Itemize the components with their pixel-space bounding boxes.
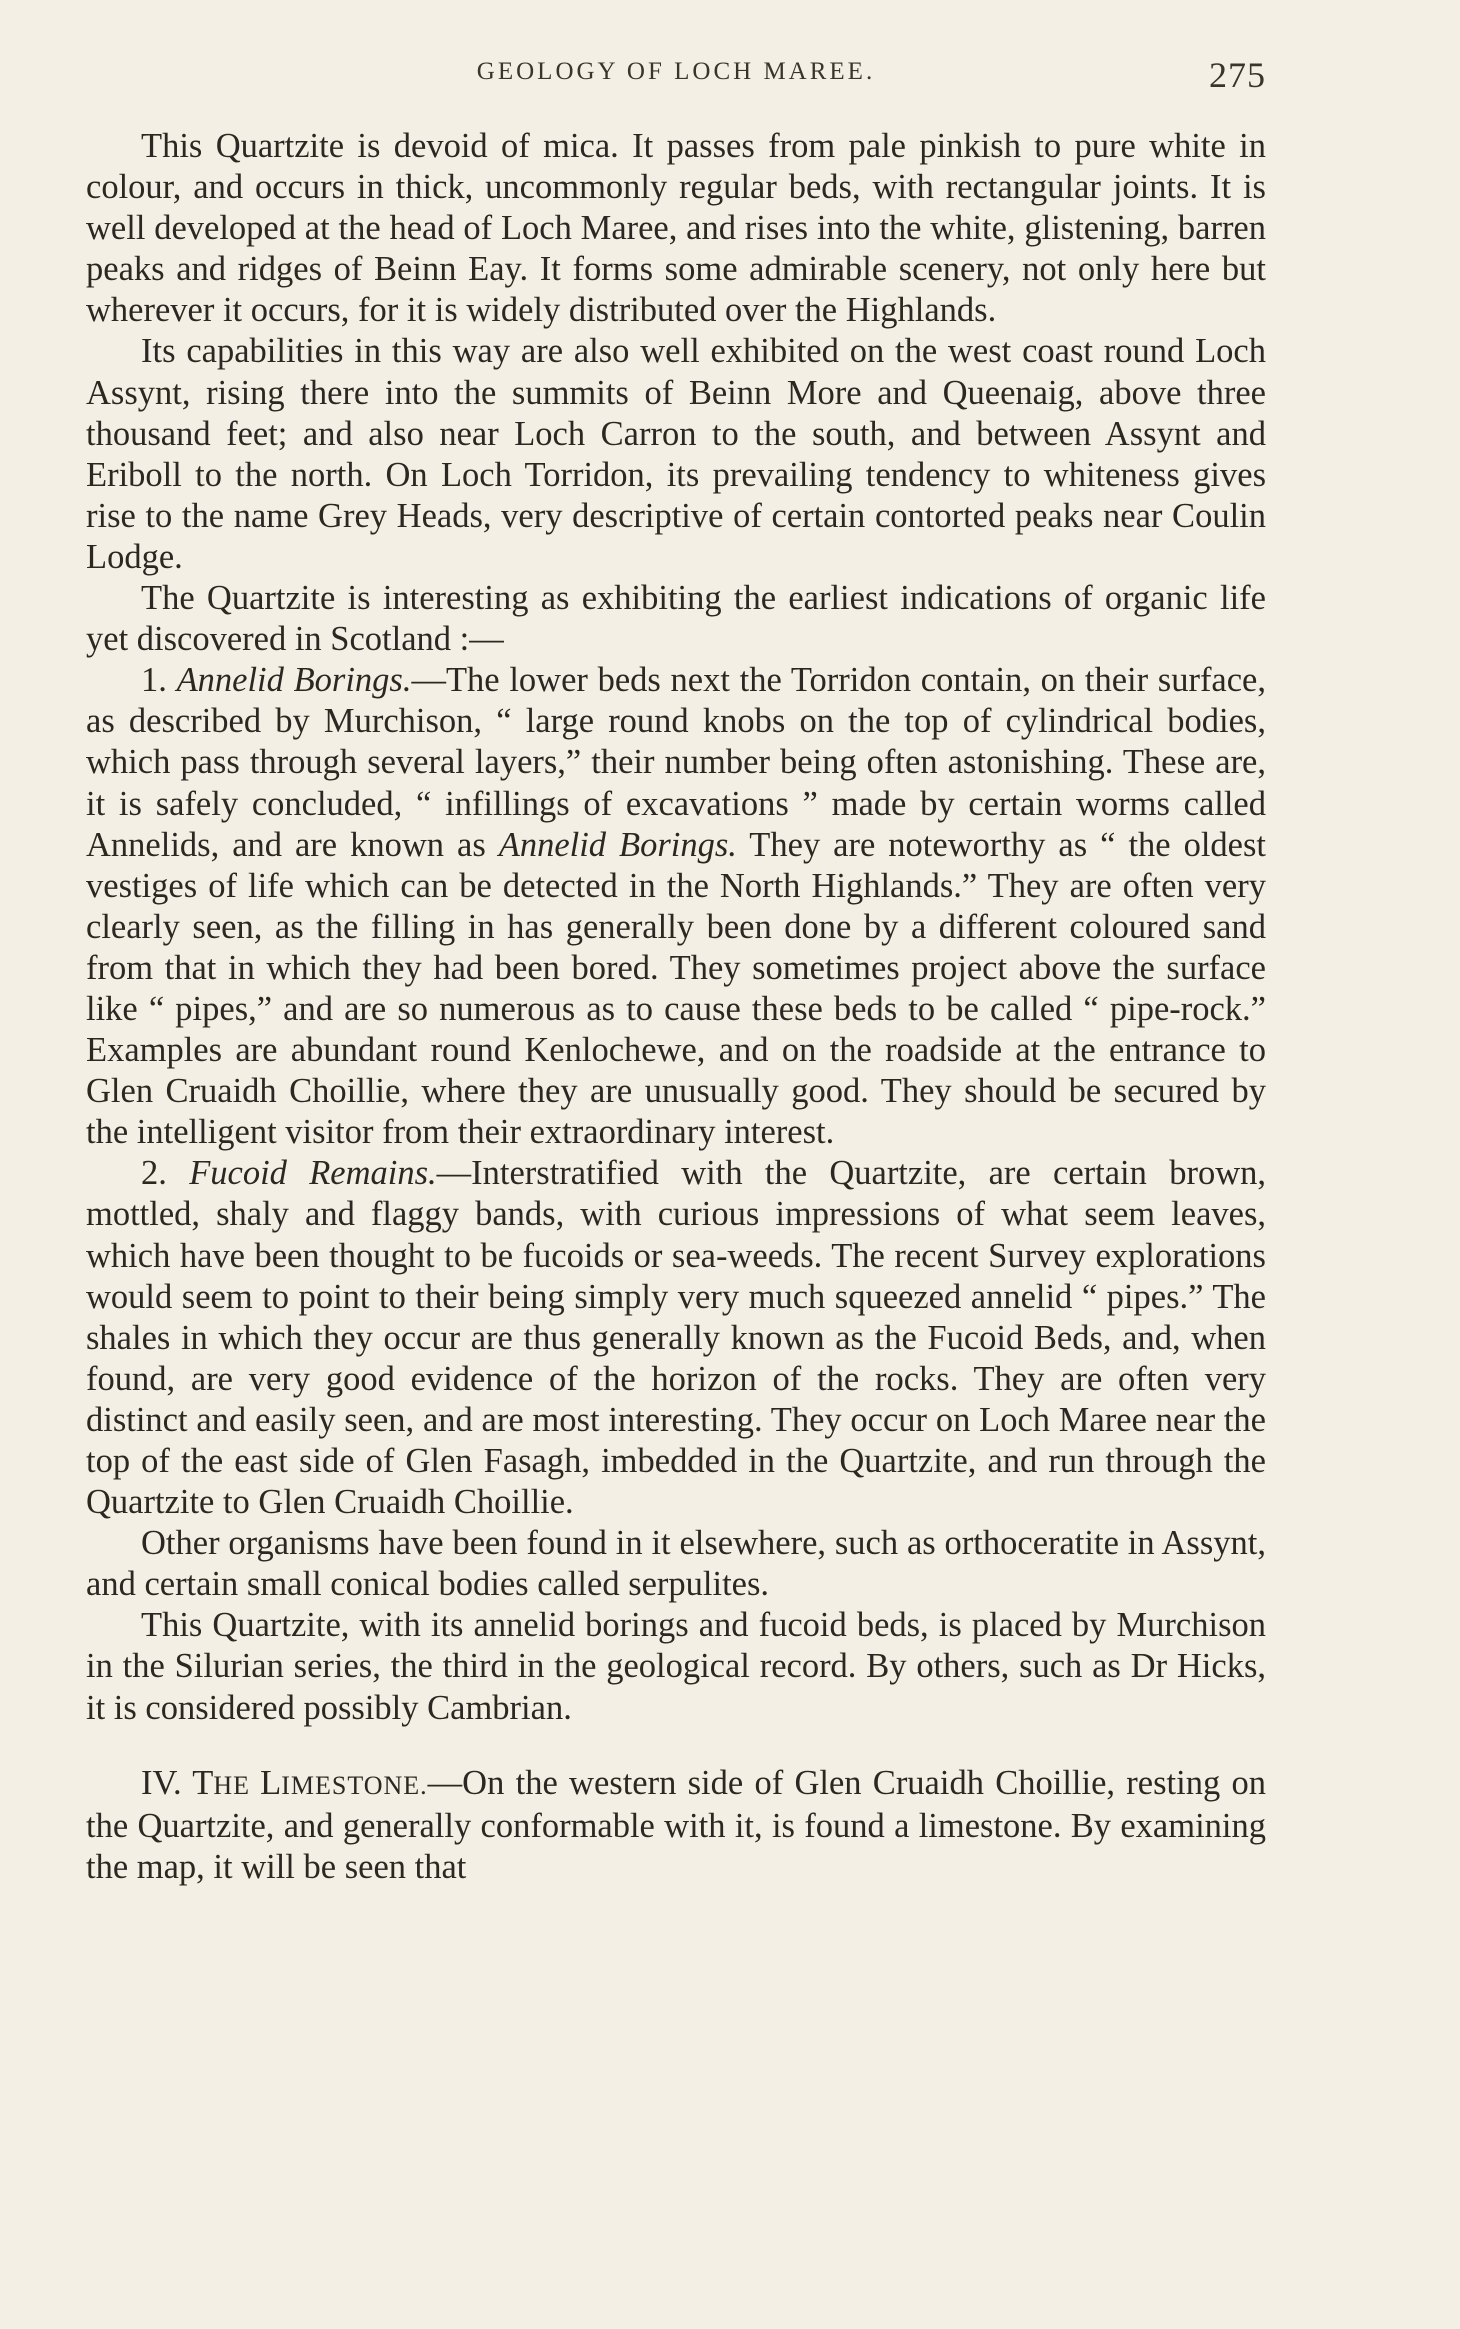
section-numeral: IV.	[141, 1763, 193, 1802]
annelid-text-part-2: They are noteworthy as “ the oldest vestiges of life which can be detected in the North Highlands.” They are often very clearly seen, as the filling in has generally been done by a different coloured sand from that in which they had been bored. They sometimes project above the surface like “ pipes,” and are so numerous as to cause these beds to be called “ pipe-rock.” Examples are abundant round Kenlochewe, and on the roadside at the entrance to Glen Cruaidh Choillie, where they are unusually good. They should be secured by the intelligent visitor from their extraordinary interest.	[86, 825, 1267, 1152]
list-number: 1.	[141, 661, 177, 700]
paragraph-quartzite-classification: This Quartzite, with its annelid borings and fucoid beds, is placed by Murchison in the Silurian series, the third in the geological record. By others, such as Dr Hicks, it is considered possibly Cambrian.	[86, 1606, 1266, 1727]
paragraph-quartzite-capabilities: Its capabilities in this way are also well exhibited on the west coast round Loch Assynt, rising there into the summits of Beinn More and Queenaig, above three thousand feet; and also near Loch Carron to the south, and between Assynt and Eriboll to the north. On Loch Torridon, its prevailing tendency to whiteness gives rise to the name Grey Heads, very descriptive of certain contorted peaks near Coulin Lodge.	[86, 332, 1266, 576]
paragraph-organic-life-intro: The Quartzite is interesting as exhibiting the earliest indications of organic life yet discovered in Scotland :—	[86, 579, 1266, 659]
section-heading-imestone: IMESTONE.	[281, 1770, 428, 1800]
limestone-text: —On the western side of Glen Cruaidh Choillie, resting on the Quartzite, and generally conformable with it, is found a limestone. By examining the map, it will be seen that	[86, 1763, 1266, 1886]
subheading-fucoid-remains: Fucoid Remains.	[189, 1154, 437, 1193]
paragraph-fucoid-remains	[86, 1153, 1266, 1523]
section-heading-initial-l: L	[260, 1763, 282, 1802]
paragraph-other-organisms: Other organisms have been found in it elsewhere, such as orthoceratite in Assynt, and certain small conical bodies called serpulites.	[86, 1524, 1266, 1604]
section-heading-initial-t: T	[192, 1763, 214, 1802]
paragraph-annelid-borings	[86, 660, 1266, 1153]
annelid-text-part-1: —The lower beds next the Torridon contain, on their surface, as described by Murchison, “ large round knobs on the top of cylindrical bodies, which pass through several layers,” their number being often astonishing. These are, it is safely concluded, “ infillings of excavations ” made by certain worms called Annelids, and are known as	[86, 661, 1266, 864]
body-text	[86, 126, 1266, 1888]
fucoid-text: —Interstratified with the Quartzite, are certain brown, mottled, shaly and flaggy bands, with curious impressions of what seem leaves, which have been thought to be fucoids or sea-weeds. The recent Survey explorations would seem to point to their being simply very much squeezed annelid “ pipes.” The shales in which they occur are thus generally known as the Fucoid Beds, and, when found, are very good evidence of the horizon of the rocks. They are often very distinct and easily seen, and are most interesting. They occur on Loch Maree near the top of the east side of Glen Fasagh, imbedded in the Quartzite, and run through the Quartzite to Glen Cruaidh Choillie.	[86, 1154, 1266, 1522]
italic-term-annelid-borings: Annelid Borings.	[498, 825, 737, 864]
running-head: GEOLOGY OF LOCH MAREE.	[476, 58, 876, 85]
subheading-annelid-borings: Annelid Borings.	[176, 661, 412, 700]
page-header	[86, 55, 1266, 108]
page-number: 275	[1209, 55, 1266, 95]
section-heading-he: HE	[213, 1770, 261, 1800]
paragraph-limestone-section	[86, 1763, 1266, 1888]
list-number: 2.	[141, 1154, 190, 1193]
paragraph-quartzite-description: This Quartzite is devoid of mica. It passes from pale pinkish to pure white in colour, and occurs in thick, uncommonly regular beds, with rectangular joints. It is well developed at the head of Loch Maree, and rises into the white, glistening, barren peaks and ridges of Beinn Eay. It forms some admirable scenery, not only here but wherever it occurs, for it is widely distributed over the Highlands.	[86, 127, 1266, 330]
